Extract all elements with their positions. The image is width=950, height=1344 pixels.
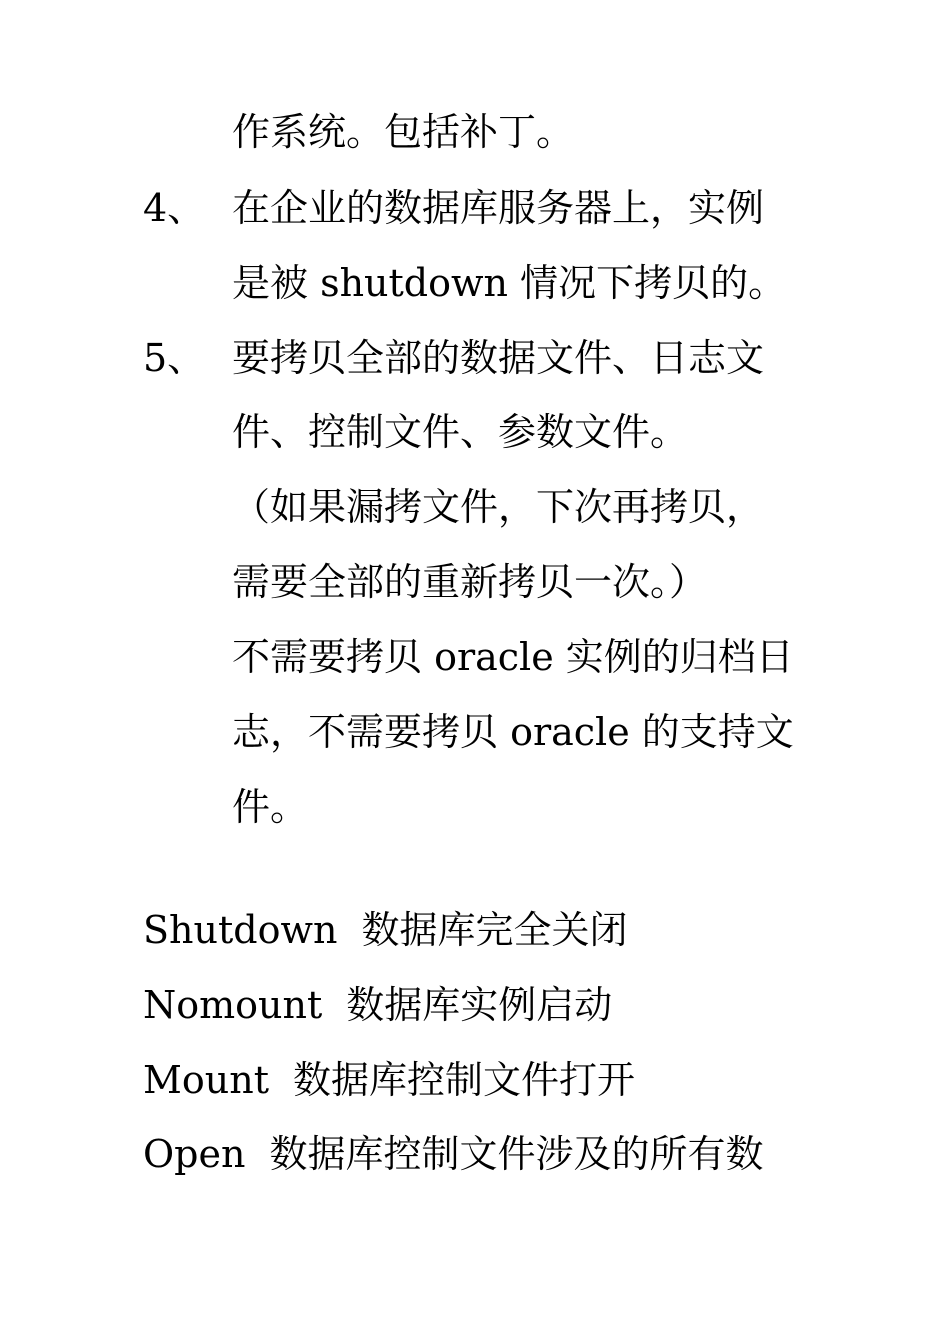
list-item-line: 要拷贝全部的数据文件、日志文 <box>232 336 765 380</box>
state-line-open <box>143 1132 763 1176</box>
list-item-line: 是被 shutdown 情况下拷贝的。 <box>232 261 787 305</box>
list-item-number: 4、 <box>143 186 206 230</box>
state-line-nomount <box>143 983 612 1027</box>
list-item-number: 5、 <box>143 336 206 380</box>
state-description: 数据库完全关闭 <box>361 908 628 952</box>
state-line-mount <box>143 1058 635 1102</box>
list-item-line: 在企业的数据库服务器上，实例 <box>232 186 765 230</box>
list-item-line: 需要全部的重新拷贝一次。） <box>232 560 708 604</box>
list-item-line: 件。 <box>232 785 309 829</box>
state-term: Nomount <box>143 983 323 1027</box>
list-item-line: 志，不需要拷贝 oracle 的支持文 <box>232 710 794 754</box>
state-description: 数据库实例启动 <box>346 983 613 1027</box>
list-item-line: （如果漏拷文件，下次再拷贝， <box>232 485 765 529</box>
list-item-line: 件、控制文件、参数文件。 <box>232 410 689 454</box>
state-description: 数据库控制文件打开 <box>293 1058 636 1102</box>
state-term: Shutdown <box>143 908 338 952</box>
list-item-line: 不需要拷贝 oracle 实例的归档日 <box>232 635 794 679</box>
state-term: Mount <box>143 1058 270 1102</box>
continuation-line: 作系统。包括补丁。 <box>232 110 575 154</box>
state-line-shutdown <box>143 908 627 952</box>
state-term: Open <box>143 1132 246 1176</box>
state-description: 数据库控制文件涉及的所有数 <box>269 1132 764 1176</box>
